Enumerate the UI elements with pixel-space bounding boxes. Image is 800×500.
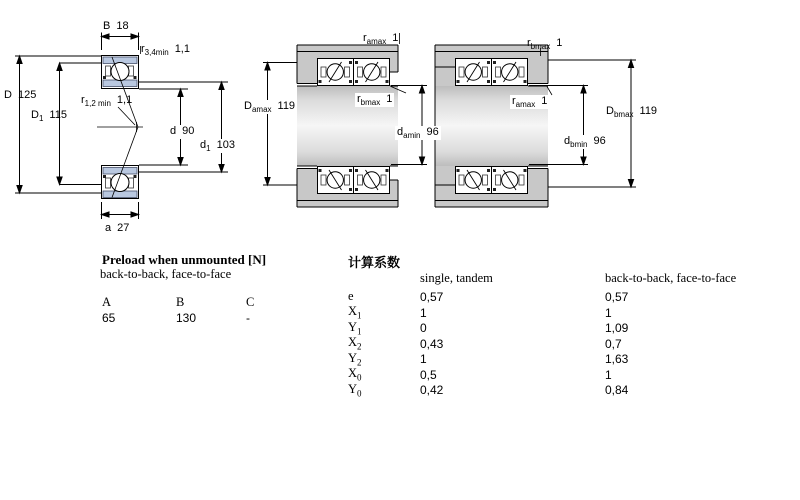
dim-a-label: a 27 bbox=[105, 222, 130, 234]
factor-value-paired: 0,7 bbox=[605, 337, 622, 351]
dim-d1-label: $d_1$ 103 bbox=[200, 139, 235, 154]
preload-value-B: 130 bbox=[176, 311, 197, 325]
dim-D1-label: $D_1$ 115 bbox=[31, 109, 67, 124]
factor-value-single: 0,43 bbox=[420, 337, 444, 351]
factor-row-label: $X_2$ bbox=[348, 335, 362, 352]
dim-r34-label: $r_{3,4min}$ 1,1 bbox=[141, 43, 190, 58]
factors-col-paired: back-to-back, face-to-face bbox=[605, 271, 737, 285]
preload-subtitle: back-to-back, face-to-face bbox=[100, 267, 232, 281]
dim-Damax-label: $D_{amax}$ 119 bbox=[244, 100, 296, 115]
factors-col-single-tandem: single, tandem bbox=[420, 271, 493, 285]
preload-title: Preload when unmounted [N] bbox=[102, 252, 267, 267]
dim-damin-label: $d_{amin}$ 96 bbox=[397, 126, 439, 141]
factor-value-paired: 1 bbox=[605, 306, 612, 320]
factor-value-single: 0,42 bbox=[420, 383, 444, 397]
preload-table bbox=[100, 252, 330, 332]
dim-D-label: D 125 bbox=[4, 89, 37, 101]
factor-value-single: 0 bbox=[420, 321, 427, 335]
dim-Dbmax-label: $D_{bmax}$ 119 bbox=[606, 105, 658, 120]
factor-value-single: 1 bbox=[420, 306, 427, 320]
factor-value-paired: 1,09 bbox=[605, 321, 629, 335]
factors-title: 计算系数 bbox=[348, 255, 401, 270]
factor-row-label: $Y_1$ bbox=[348, 320, 362, 337]
dim-ramax-label-b: $r_{amax}$ 1 bbox=[512, 95, 548, 110]
arrangement-b-diagram bbox=[435, 45, 636, 207]
factor-row-label: $Y_0$ bbox=[348, 382, 362, 399]
single-bearing-section bbox=[97, 46, 143, 199]
dim-B-label: B 18 bbox=[103, 20, 129, 32]
preload-value-C: - bbox=[246, 311, 250, 325]
factor-value-single: 1 bbox=[420, 352, 427, 366]
factor-value-single: 0,57 bbox=[420, 290, 444, 304]
factor-value-paired: 1 bbox=[605, 368, 612, 382]
factor-row-label: $Y_2$ bbox=[348, 351, 362, 368]
preload-col-B: B bbox=[176, 295, 185, 309]
dim-d-label: d 90 bbox=[168, 125, 196, 139]
factor-value-paired: 0,84 bbox=[605, 383, 629, 397]
factor-row-label: e bbox=[348, 289, 354, 303]
preload-col-C: C bbox=[246, 295, 255, 309]
dim-rbmax-label-a: $r_{bmax}$ 1 bbox=[357, 93, 393, 108]
dim-dbmin-label: $d_{bmin}$ 96 bbox=[564, 135, 606, 150]
dim-r12-label: $r_{1,2 min}$ 1,1 bbox=[81, 94, 133, 109]
factor-row-label: $X_1$ bbox=[348, 304, 362, 321]
calculation-factors-table bbox=[345, 252, 785, 402]
factor-value-paired: 1,63 bbox=[605, 352, 629, 366]
preload-col-A: A bbox=[102, 295, 112, 309]
factor-value-paired: 0,57 bbox=[605, 290, 629, 304]
preload-value-A: 65 bbox=[102, 311, 116, 325]
dim-rbmax-label-b: $r_{bmax}$ 1 bbox=[527, 37, 563, 52]
factor-row-label: $X_0$ bbox=[348, 366, 362, 383]
arrangement-a-diagram bbox=[263, 33, 427, 207]
dim-ramax-label-a: $r_{amax}$ 1 bbox=[363, 32, 399, 47]
factor-value-single: 0,5 bbox=[420, 368, 437, 382]
technical-drawing bbox=[0, 0, 800, 245]
